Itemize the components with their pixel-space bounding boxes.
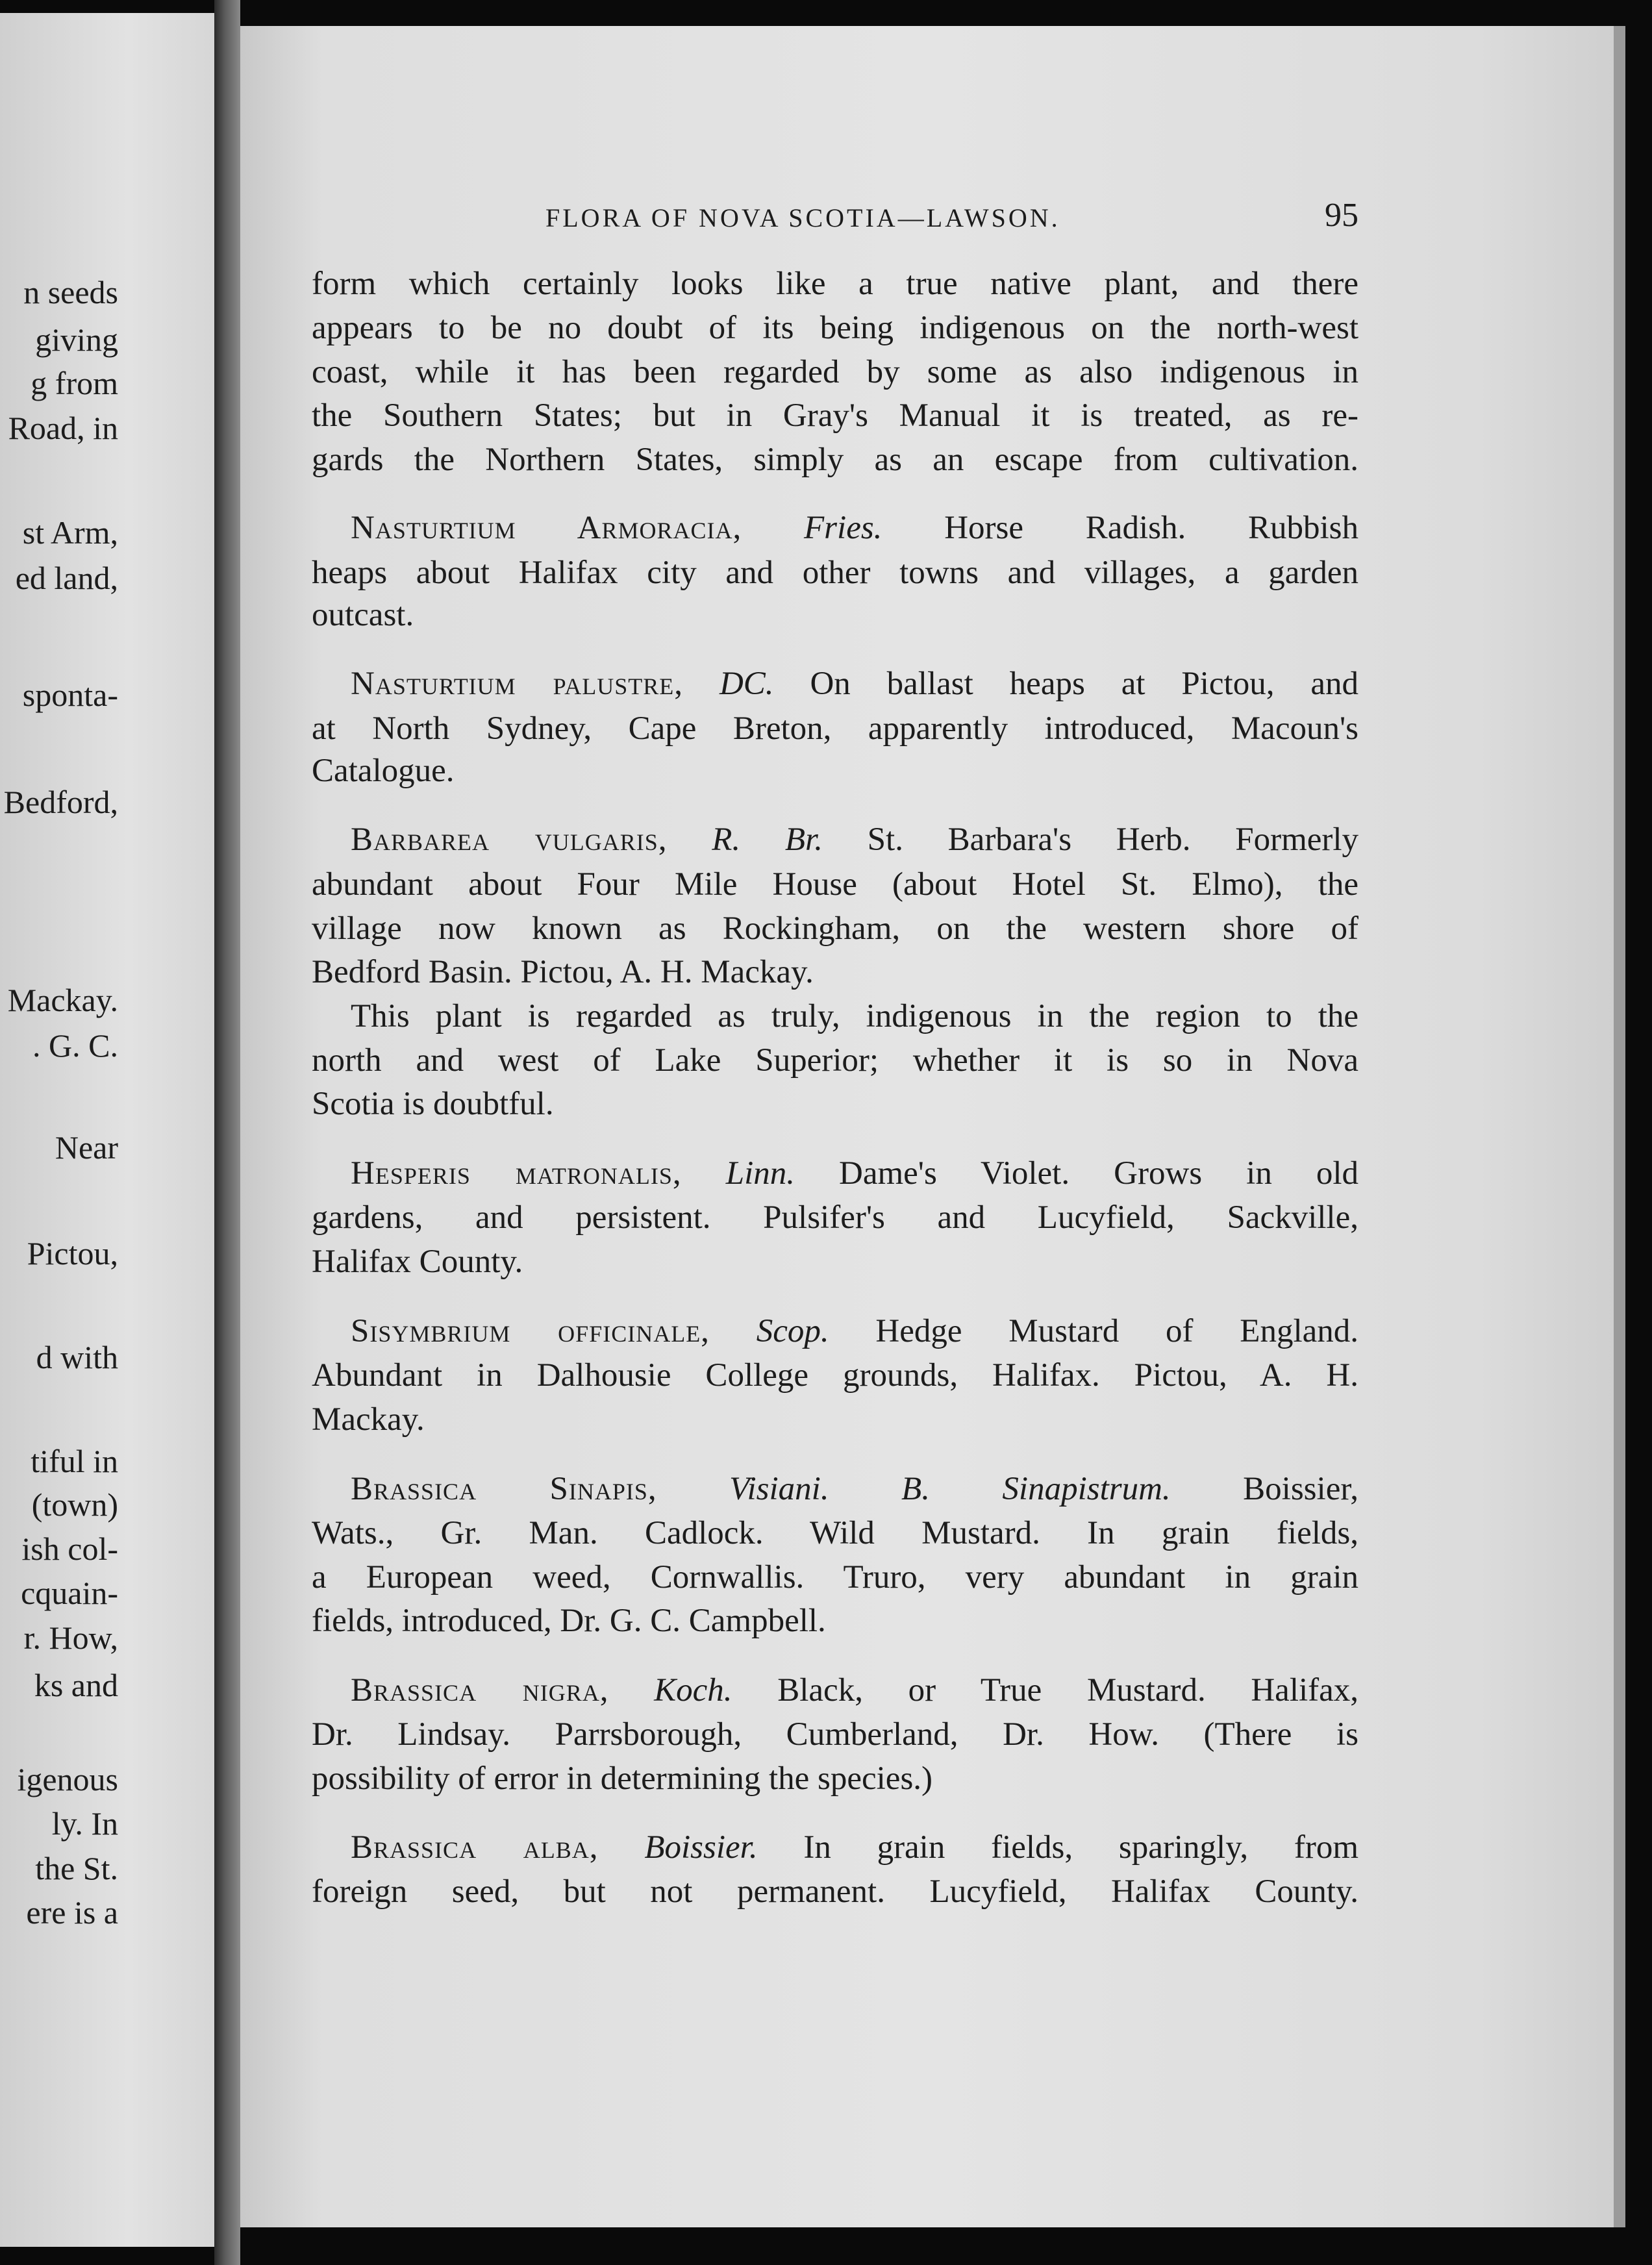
entry-text: In grain fields, sparingly, from [803,1829,1359,1866]
species-authority: DC. [719,666,774,702]
species-name: Brassica alba, [351,1829,599,1866]
left-page-fragment: Bedford, [3,784,118,820]
entry-text: On ballast heaps at Pictou, and [810,666,1358,702]
entry-heading-line [312,512,1358,545]
text-line: the Southern States; but in Gray's Manual it is treated, as re- [312,397,1358,434]
species-name: Sisymbrium officinale, [351,1313,710,1349]
left-page-fragment: . G. C. [32,1027,118,1064]
species-authority: Scop. [756,1313,829,1349]
text-line: at North Sydney, Cape Breton, apparently introduced, Macoun's [312,710,1358,747]
text-line: a European weed, Cornwallis. Truro, very abundant in grain [312,1559,1358,1596]
entry-heading-line [312,668,1358,701]
species-name: Hesperis matronalis, [351,1155,682,1192]
text-line: Scotia is doubtful. [312,1086,554,1122]
entry-text: Boissier, [1243,1471,1359,1507]
entry-text: St. Barbara's Herb. Formerly [867,821,1359,858]
species-name: Nasturtium palustre, [351,666,684,702]
entry-heading-line [312,1674,1358,1707]
text-line: Halifax County. [312,1244,523,1280]
text-line: coast, while it has been regarded by some as also indigenous in [312,354,1358,390]
text-line: village now known as Rockingham, on the western shore of [312,910,1358,947]
text-line: Abundant in Dalhousie College grounds, Halifax. Pictou, A. H. [312,1357,1358,1394]
species-authority: Koch. [654,1672,732,1708]
left-page-fragment: r. How, [23,1620,118,1656]
left-page-fragment: ere is a [26,1894,118,1931]
text-line: abundant about Four Mile House (about Hotel St. Elmo), the [312,866,1358,903]
left-page-fragment: st Arm, [22,514,118,551]
left-facing-page [0,13,214,2247]
text-line: gards the Northern States, simply as an escape from cultivation. [312,442,1358,478]
text-line: form which certainly looks like a true native plant, and there [312,266,1358,302]
entry-heading-line [312,1157,1358,1190]
page-number: 95 [1325,197,1358,234]
left-page-fragment: n seeds [23,274,118,310]
species-name: Barbarea vulgaris, [351,821,668,858]
left-page-fragment: d with [36,1339,118,1375]
left-page-fragment: ly. In [51,1805,118,1842]
left-page-fragment: ed land, [15,560,118,596]
text-line: Mackay. [312,1401,425,1438]
left-page-fragment: g from [31,365,118,401]
text-line: north and west of Lake Superior; whether it is so in Nova [312,1042,1358,1079]
entry-heading-line [312,1831,1358,1864]
text-line: gardens, and persistent. Pulsifer's and Lucyfield, Sackville, [312,1199,1358,1236]
text-line: heaps about Halifax city and other towns and villages, a garden [312,555,1358,591]
left-page-fragment: Road, in [8,410,118,446]
left-page-fragment: Pictou, [27,1235,118,1271]
entry-text: Dame's Violet. Grows in old [839,1155,1359,1192]
left-page-fragment: (town) [31,1486,118,1523]
species-authority: Visiani. [729,1471,829,1507]
text-line: outcast. [312,597,414,633]
text-line: possibility of error in determining the species.) [312,1760,933,1797]
left-page-fragment: Mackay. [7,982,118,1018]
entry-text: Horse Radish. Rubbish [944,510,1359,546]
species-synonym: B. Sinapistrum. [901,1471,1171,1507]
species-authority: R. Br. [712,821,823,858]
page-edge [1614,26,1625,2227]
book-gutter [214,0,240,2265]
running-head: FLORA OF NOVA SCOTIA—LAWSON. [545,203,1060,232]
species-name: Nasturtium Armoracia, [351,510,742,546]
entry-heading-line [312,1315,1358,1348]
species-authority: Fries. [804,510,882,546]
text-line: fields, introduced, Dr. G. C. Campbell. [312,1603,826,1639]
left-page-fragment: igenous [17,1761,118,1797]
left-page-fragment: tiful in [31,1443,118,1479]
species-name: Brassica nigra, [351,1672,609,1708]
text-line: Bedford Basin. Pictou, A. H. Mackay. [312,954,814,990]
text-line: Wats., Gr. Man. Cadlock. Wild Mustard. In grain fields, [312,1515,1358,1551]
text-line: Dr. Lindsay. Parrsborough, Cumberland, Dr. How. (There is [312,1716,1358,1753]
left-page-fragment: the St. [35,1850,118,1886]
text-line: foreign seed, but not permanent. Lucyfield, Halifax County. [312,1873,1358,1910]
left-page-fragment: cquain- [21,1575,118,1611]
left-page-fragment: Near [55,1129,118,1166]
left-page-fragment: ish col- [21,1531,118,1567]
entry-text: Black, or True Mustard. Halifax, [777,1672,1359,1708]
left-page-fragment: sponta- [22,677,118,713]
left-page-fragment: giving [35,321,118,358]
entry-heading-line [312,823,1358,857]
species-authority: Boissier. [644,1829,758,1866]
text-line: This plant is regarded as truly, indigenous in the region to the [351,998,1358,1034]
species-name: Brassica Sinapis, [351,1471,657,1507]
species-authority: Linn. [725,1155,795,1192]
entry-heading-line [312,1473,1358,1506]
left-page-fragment: ks and [34,1667,118,1703]
text-line: Catalogue. [312,753,455,789]
text-line: appears to be no doubt of its being indigenous on the north-west [312,310,1358,346]
entry-text: Hedge Mustard of England. [875,1313,1358,1349]
